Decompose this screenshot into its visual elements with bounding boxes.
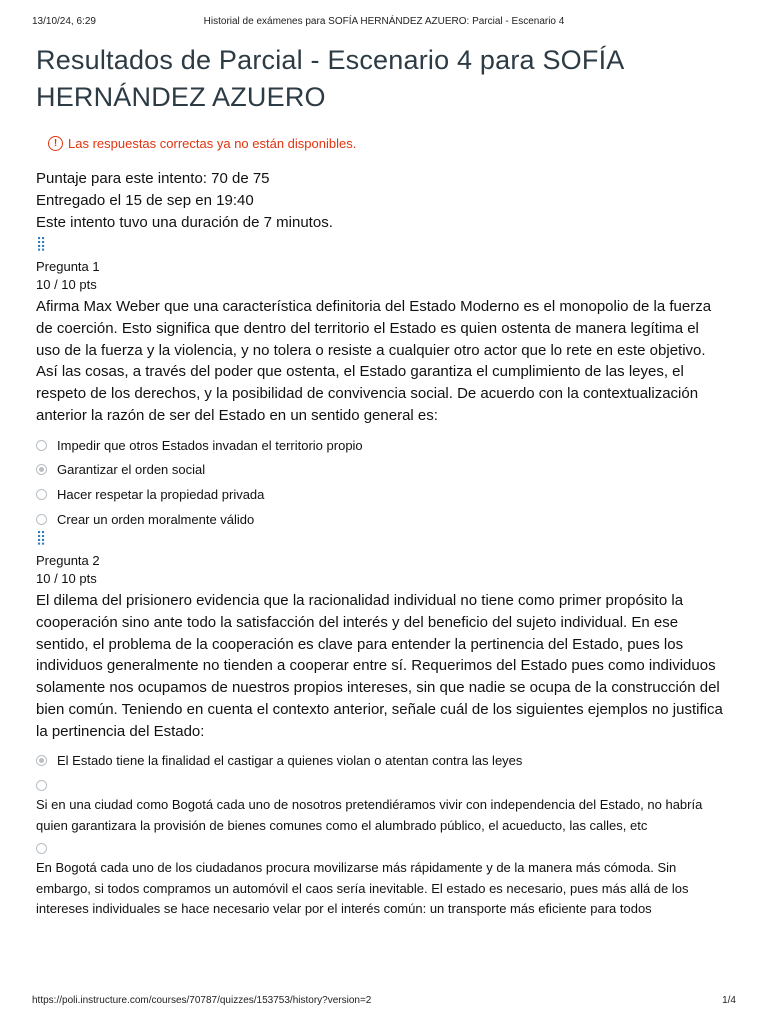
answer-list bbox=[36, 433, 726, 532]
page-number: 1/4 bbox=[722, 995, 736, 1006]
notice-text: Las respuestas correctas ya no están disponibles. bbox=[68, 136, 357, 151]
score-line: Puntaje para este intento: 70 de 75 bbox=[36, 170, 270, 187]
answer-label: En Bogotá cada uno de los ciudadanos procura movilizarse más rápidamente y de la manera más cómoda. Sin embargo, si todos compramos un automóvil el caos sería inevitable. El estado es necesario, pues más allá de los intereses individuales se hace necesario velar por el interés común: un transporte más eficiente para todos bbox=[36, 860, 689, 917]
question-2 bbox=[36, 530, 726, 920]
question-1 bbox=[36, 236, 726, 532]
drag-handle-icon[interactable]: ⣿ bbox=[36, 529, 46, 545]
question-name: Pregunta 2 bbox=[36, 553, 100, 568]
radio-icon[interactable] bbox=[36, 843, 47, 854]
answer-label: El Estado tiene la finalidad el castigar a quienes violan o atentan contra las leyes bbox=[57, 753, 523, 769]
answer-list bbox=[36, 749, 726, 920]
submitted-line: Entregado el 15 de sep en 19:40 bbox=[36, 192, 254, 209]
attempt-summary bbox=[36, 168, 333, 234]
duration-line: Este intento tuvo una duración de 7 minutos. bbox=[36, 214, 333, 231]
radio-icon[interactable] bbox=[36, 514, 47, 525]
answer-option[interactable] bbox=[36, 433, 726, 458]
answer-label: Si en una ciudad como Bogotá cada uno de nosotros pretendiéramos vivir con independencia del Estado, no habría quien garantizara la provisión de bienes comunes como el alumbrado público, el acueducto, las calles, etc bbox=[36, 797, 703, 833]
print-footer bbox=[32, 995, 736, 1006]
question-text: Afirma Max Weber que una característica definitoria del Estado Moderno es el monopolio de la fuerza de coerción. Esto significa que dentro del territorio el Estado es quien ostenta de manera legítima el uso de la fuerza y la violencia, y no tolera o resiste a cualquier otro actor que lo rete en este objetivo. Así las cosas, a través del poder que ostenta, el Estado garantiza el cumplimiento de las leyes, el respeto de los derechos, y la posibilidad de convivencia social. De acuerdo con la contextualización anterior la razón de ser del Estado en un sentido general es: bbox=[36, 298, 712, 424]
answer-label: Garantizar el orden social bbox=[57, 462, 206, 478]
answer-option[interactable] bbox=[36, 749, 726, 774]
radio-selected-icon[interactable] bbox=[36, 755, 47, 766]
page-url: https://poli.instructure.com/courses/70787/quizzes/153753/history?version=2 bbox=[32, 995, 372, 1006]
question-points: 10 / 10 pts bbox=[36, 571, 97, 586]
answer-label: Impedir que otros Estados invadan el territorio propio bbox=[57, 437, 363, 453]
answer-option[interactable] bbox=[36, 482, 726, 507]
answer-option[interactable] bbox=[36, 843, 726, 920]
answers-unavailable-notice bbox=[48, 136, 356, 151]
answer-option[interactable] bbox=[36, 780, 726, 836]
answer-label: Crear un orden moralmente válido bbox=[57, 512, 255, 528]
question-points: 10 / 10 pts bbox=[36, 277, 97, 292]
page-title: Resultados de Parcial - Escenario 4 para SOFÍA HERNÁNDEZ AZUERO bbox=[36, 45, 623, 112]
question-name: Pregunta 1 bbox=[36, 259, 100, 274]
answer-option[interactable] bbox=[36, 507, 726, 532]
answer-label: Hacer respetar la propiedad privada bbox=[57, 487, 265, 503]
radio-icon[interactable] bbox=[36, 780, 47, 791]
question-text: El dilema del prisionero evidencia que la racionalidad individual no tiene como primer propósito la cooperación sino ante todo la satisfacción del interés y del beneficio del sujeto individual. En ese sentido, el problema de la cooperación es clave para entender la pertinencia del Estado, pues los individuos generalmente no tienden a cooperar entre sí. Requerimos del Estado pues como individuos solamente nos ocupamos de nuestros propios intereses, sin que nadie se ocupa de la construcción del bien común. Teniendo en cuenta el contexto anterior, señale cuál de los siguientes ejemplos no justifica la pertinencia del Estado: bbox=[36, 592, 723, 740]
print-header bbox=[32, 16, 736, 27]
answer-option[interactable] bbox=[36, 458, 726, 483]
print-datetime: 13/10/24, 6:29 bbox=[32, 16, 96, 27]
radio-icon[interactable] bbox=[36, 440, 47, 451]
print-doc-title: Historial de exámenes para SOFÍA HERNÁNDEZ AZUERO: Parcial - Escenario 4 bbox=[203, 16, 565, 27]
radio-icon[interactable] bbox=[36, 489, 47, 500]
drag-handle-icon[interactable]: ⣿ bbox=[36, 235, 46, 251]
warning-icon: ! bbox=[48, 136, 63, 151]
radio-selected-icon[interactable] bbox=[36, 464, 47, 475]
